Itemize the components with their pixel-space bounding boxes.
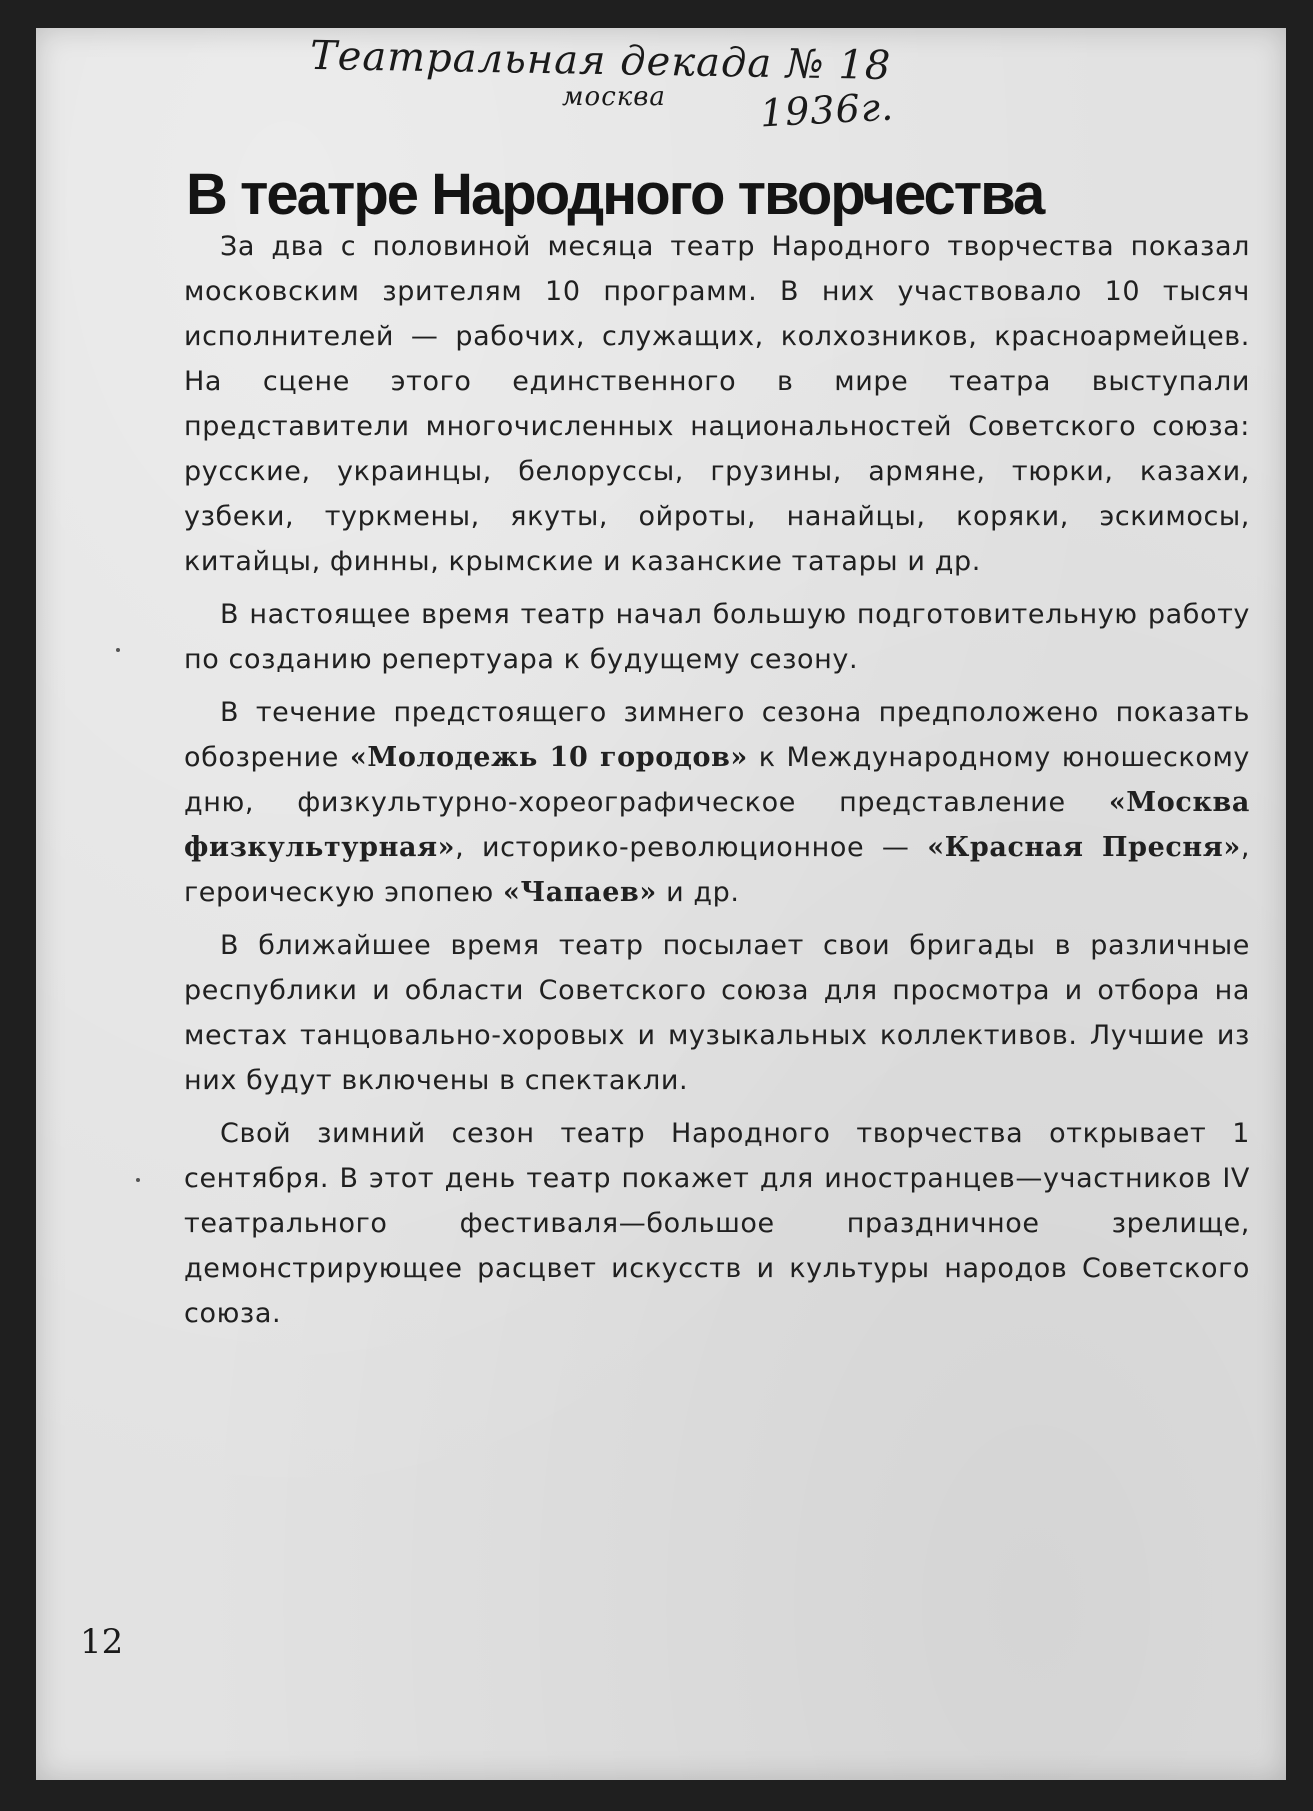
handwritten-source-note: Театральная декада № 18 — [309, 32, 892, 90]
paper-speck — [116, 648, 120, 652]
paragraph-4: В ближайшее время театр посылает свои бригады в различные республики и области Советского союза для просмотра и отбора на местах танцовально-хоровых и музыкальных коллективов. Лучшие из них будут включены в спектакли. — [184, 930, 1250, 1096]
paragraph-3-text-c: к Международному юношескому дню, физкультурно-хореографическое представление — [184, 742, 1250, 818]
paragraph-5: Свой зимний сезон театр Народного творчества открывает 1 сентября. В этот день театр покажет для иностранцев—участников IV театрального фестиваля—большое праздничное зрелище, демонстрирующее расцвет искусств и культуры народов Советского союза. — [184, 1118, 1250, 1329]
article-body — [184, 224, 1250, 1344]
program-title-presnya: «Красная Пресня» — [927, 832, 1241, 863]
program-title-chapaev: «Чапаев» — [502, 877, 657, 908]
paragraph-1: За два с половиной месяца театр Народного творчества показал московским зрителям 10 программ. В них участвовало 10 тысяч исполнителей — рабочих, служащих, колхозников, красноармейцев. На сцене этого единственного в мире театра выступали представители многочисленных национальностей Советского союза: русские, украинцы, белоруссы, грузины, армяне, тюрки, казахи, узбеки, туркмены, якуты, ойроты, нанайцы, коряки, эскимосы, китайцы, финны, крымские и казанские татары и др. — [184, 231, 1250, 577]
paragraph-3-text-i: и др. — [656, 877, 740, 908]
program-title-moscow: «Москва физкультурная» — [184, 787, 1250, 863]
program-title-youth: «Молодежь 10 городов» — [349, 742, 748, 773]
paragraph-3-text-a: В течение предстоящего зимнего сезона предположено показать обозрение — [184, 697, 1250, 773]
paragraph-3-text-g: , героическую эпопею — [184, 832, 1250, 908]
handwritten-city-note: москва — [562, 82, 666, 112]
paragraph-2: В настоящее время театр начал большую подготовительную работу по созданию репертуара к будущему сезону. — [184, 599, 1250, 675]
paper-speck — [136, 1178, 140, 1182]
article-headline: В театре Народного творчества — [186, 161, 1044, 227]
paragraph-3-text-e: , историко-революционное — — [455, 832, 928, 863]
paragraph-3 — [184, 690, 1250, 915]
handwritten-year-note: 1936г. — [758, 84, 896, 136]
page-number: 12 — [80, 1622, 124, 1662]
